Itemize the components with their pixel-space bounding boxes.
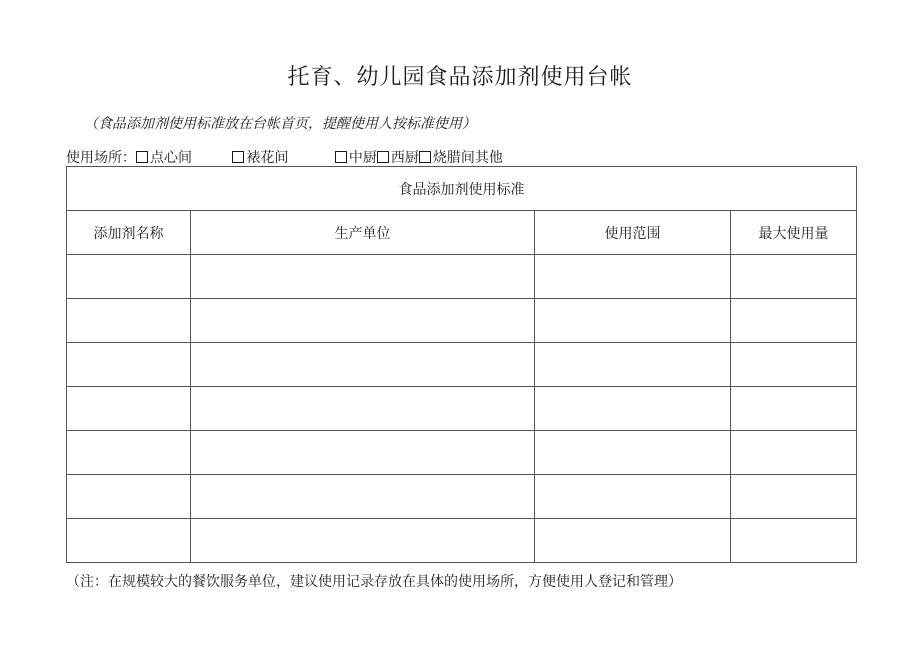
footer-note: （注：在规模较大的餐饮服务单位，建议使用记录存放在具体的使用场所，方便使用人登记和管理）	[66, 574, 682, 590]
location-line	[66, 147, 503, 167]
table-cell[interactable]	[67, 343, 191, 387]
column-header: 最大使用量	[731, 211, 857, 255]
table-cell[interactable]	[535, 255, 731, 299]
table-cell[interactable]	[191, 475, 535, 519]
table-cell[interactable]	[731, 431, 857, 475]
table-cell[interactable]	[191, 299, 535, 343]
option-western-kitchen: 西厨	[390, 150, 419, 166]
table-cell[interactable]	[731, 387, 857, 431]
table-cell[interactable]	[191, 387, 535, 431]
standard-header: 食品添加剂使用标准	[67, 167, 857, 211]
table-cell[interactable]	[67, 475, 191, 519]
page-title: 托育、幼儿园食品添加剂使用台帐	[287, 65, 633, 90]
table-cell[interactable]	[67, 299, 191, 343]
checkbox-western-kitchen[interactable]	[377, 151, 389, 163]
table-cell[interactable]	[191, 519, 535, 563]
table-cell[interactable]	[731, 519, 857, 563]
table-cell[interactable]	[535, 299, 731, 343]
option-roast-room-other: 烧腊间其他	[432, 150, 503, 166]
option-chinese-kitchen: 中厨	[348, 150, 377, 166]
table-cell[interactable]	[535, 343, 731, 387]
table-row	[67, 255, 857, 299]
option-dessert-room: 点心间	[150, 150, 192, 166]
table-cell[interactable]	[731, 475, 857, 519]
table-cell[interactable]	[731, 343, 857, 387]
column-header: 生产单位	[191, 211, 535, 255]
additive-ledger-table	[66, 166, 857, 563]
subtitle-instruction: （食品添加剂使用标准放在台帐首页，提醒使用人按标准使用）	[84, 116, 476, 132]
table-cell[interactable]	[191, 431, 535, 475]
table-cell[interactable]	[535, 387, 731, 431]
table-cell[interactable]	[67, 519, 191, 563]
table-row	[67, 299, 857, 343]
table-cell[interactable]	[535, 431, 731, 475]
table-cell[interactable]	[191, 255, 535, 299]
option-decoration-room: 裱花间	[246, 150, 289, 166]
location-label: 使用场所：	[66, 150, 136, 166]
table-row	[67, 343, 857, 387]
checkbox-dessert-room[interactable]	[136, 151, 148, 163]
column-header: 使用范围	[535, 211, 731, 255]
checkbox-decoration-room[interactable]	[232, 151, 244, 163]
checkbox-roast-room-other[interactable]	[419, 151, 431, 163]
table-row	[67, 519, 857, 563]
table-cell[interactable]	[67, 431, 191, 475]
column-header-row	[67, 211, 857, 255]
table-row	[67, 475, 857, 519]
table-cell[interactable]	[535, 519, 731, 563]
table-cell[interactable]	[67, 387, 191, 431]
table-cell[interactable]	[535, 475, 731, 519]
table-row	[67, 387, 857, 431]
table-row	[67, 431, 857, 475]
table-cell[interactable]	[191, 343, 535, 387]
table-cell[interactable]	[731, 299, 857, 343]
column-header: 添加剂名称	[67, 211, 191, 255]
table-cell[interactable]	[67, 255, 191, 299]
table-cell[interactable]	[731, 255, 857, 299]
checkbox-chinese-kitchen[interactable]	[335, 151, 347, 163]
